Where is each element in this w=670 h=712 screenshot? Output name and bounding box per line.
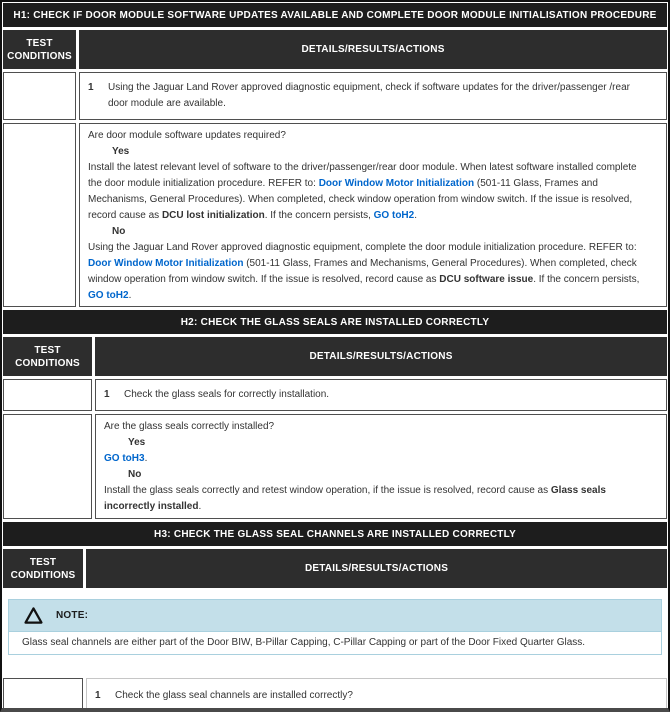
link[interactable]: GO toH2 — [88, 290, 129, 301]
text-run: Install the latest relevant level of software to the driver/passenger/rear door module. When latest software installed complete the door module initialization procedure. REFER to: — [88, 162, 637, 189]
question-block — [104, 419, 652, 515]
note-text: Glass seal channels are either part of the Door BIW, B-Pillar Capping, C-Pillar Capping or part of the Door Fixed Quarter Glass. — [9, 631, 661, 654]
test-conditions-cell — [3, 72, 76, 120]
step-text — [115, 688, 353, 704]
table-row — [3, 123, 667, 307]
section-h2-title: H2: CHECK THE GLASS SEALS ARE INSTALLED CORRECTLY — [3, 310, 667, 334]
note-box — [8, 599, 662, 655]
step-number: 1 — [104, 389, 110, 400]
step-number: 1 — [95, 690, 101, 701]
link[interactable]: Door Window Motor Initialization — [88, 258, 244, 269]
section-h1-title: H1: CHECK IF DOOR MODULE SOFTWARE UPDATES AVAILABLE AND COMPLETE DOOR MODULE INITIALISATION PROCEDURE — [3, 3, 667, 27]
text-run: Yes — [112, 146, 130, 157]
details-results-actions-header: DETAILS/RESULTS/ACTIONS — [79, 30, 667, 69]
step-number: 1 — [88, 82, 94, 93]
details-cell — [86, 678, 667, 712]
text-run: No — [128, 469, 142, 480]
text-run: (501-11 Glass, Frames and Mechanisms, General Procedures). When completed, check window operation from window switch. If the issue is resolved, record cause as — [88, 258, 637, 285]
link[interactable]: GO toH2 — [373, 210, 415, 221]
text-run: Yes — [128, 437, 146, 448]
question-block — [88, 128, 652, 304]
text-run: Are door module software updates required? — [88, 130, 286, 141]
details-cell — [79, 72, 667, 120]
test-conditions-header: TEST CONDITIONS — [3, 30, 76, 69]
test-conditions-cell — [3, 379, 92, 411]
table-row — [3, 678, 667, 712]
section-h2 — [3, 310, 667, 519]
note-container — [3, 591, 667, 655]
test-conditions-cell — [3, 414, 92, 519]
text-run: Using the Jaguar Land Rover approved diagnostic equipment, complete the door module initialization procedure. REFER to: — [88, 242, 637, 253]
text-line — [88, 160, 652, 224]
text-run: . If the concern persists, — [264, 210, 374, 221]
text-run: . — [128, 290, 132, 301]
column-header-row — [3, 337, 667, 376]
column-header-row — [3, 30, 667, 69]
text-run: Check the glass seals for correctly installation. — [124, 389, 330, 400]
text-line — [104, 467, 652, 483]
note-header — [9, 600, 661, 631]
text-run: DCU software issue — [439, 274, 534, 285]
text-run: Glass seals incorrectly installed — [104, 485, 606, 512]
text-run: Check the glass seal channels are installed correctly? — [115, 690, 353, 701]
text-line — [88, 240, 652, 304]
details-cell — [79, 123, 667, 307]
numbered-step — [95, 688, 353, 704]
details-results-actions-header: DETAILS/RESULTS/ACTIONS — [86, 549, 667, 588]
numbered-step — [104, 387, 652, 403]
text-run: Using the Jaguar Land Rover approved diagnostic equipment, check if software updates for the driver/passenger /rear door module are available. — [108, 82, 630, 109]
table-row — [3, 72, 667, 120]
section-h3-title: H3: CHECK THE GLASS SEAL CHANNELS ARE INSTALLED CORRECTLY — [3, 522, 667, 546]
text-line — [88, 224, 652, 240]
step-text — [108, 80, 652, 112]
text-run: . — [144, 453, 148, 464]
table-row — [3, 414, 667, 519]
text-line — [88, 144, 652, 160]
text-run: . — [414, 210, 417, 221]
text-line — [104, 419, 652, 435]
details-results-actions-header: DETAILS/RESULTS/ACTIONS — [95, 337, 667, 376]
step-text — [124, 387, 652, 403]
text-line — [88, 128, 652, 144]
details-cell — [95, 414, 667, 519]
text-line — [104, 435, 652, 451]
test-conditions-header: TEST CONDITIONS — [3, 337, 92, 376]
test-conditions-cell — [3, 123, 76, 307]
section-h3 — [3, 522, 667, 712]
text-run: No — [112, 226, 126, 237]
section-h1 — [3, 3, 667, 307]
note-label: NOTE: — [56, 610, 89, 621]
details-cell — [95, 379, 667, 411]
text-run: Install the glass seals correctly and retest window operation, if the issue is resolved, record cause as — [104, 485, 551, 496]
text-run: DCU lost initialization — [161, 210, 265, 221]
text-run: . If the concern persists, — [533, 274, 640, 285]
text-line — [104, 483, 652, 515]
text-run: . — [198, 501, 202, 512]
text-run: (501-11 Glass, Frames and Mechanisms, General Procedures). When completed, check window operation from window switch. If the issue is resolved, record cause as — [88, 178, 633, 221]
text-line — [104, 451, 652, 467]
warning-triangle-icon — [23, 606, 44, 625]
link[interactable]: Door Window Motor Initialization — [318, 178, 475, 189]
table-row — [3, 379, 667, 411]
text-run: Are the glass seals correctly installed? — [104, 421, 275, 432]
test-conditions-header: TEST CONDITIONS — [3, 549, 83, 588]
test-conditions-cell — [3, 678, 83, 712]
column-header-row — [3, 549, 667, 588]
link[interactable]: GO toH3 — [104, 453, 145, 464]
numbered-step — [88, 80, 652, 112]
